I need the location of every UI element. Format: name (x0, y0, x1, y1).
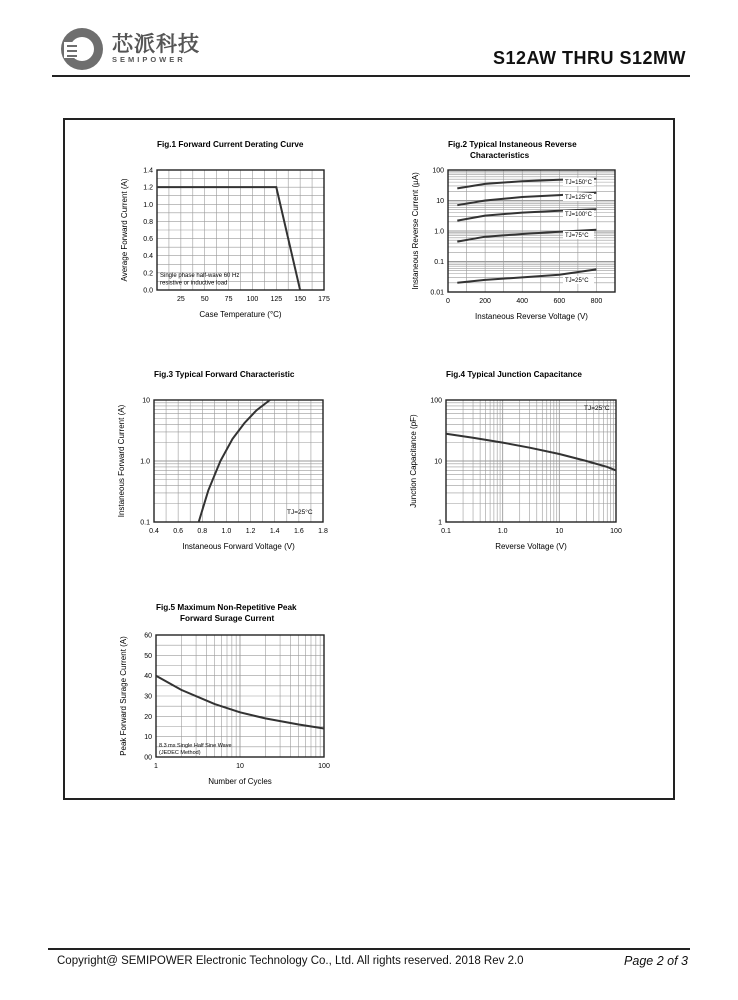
fig3-annotation: TJ=25°C (287, 509, 313, 516)
fig1-ytick-label: 0.4 (143, 253, 153, 261)
fig3-ytick-label: 1.0 (140, 458, 150, 466)
footer-copyright: Copyright@ SEMIPOWER Electronic Technology Co., Ltd. All rights reserved. 2018 Rev 2.0 (57, 955, 524, 967)
fig3-xtick-label: 0.4 (149, 528, 159, 535)
fig2-series-label: TJ=75°C (565, 233, 589, 239)
fig4-ytick-label: 10 (434, 458, 442, 466)
fig5-ylabel: Peak Forward Surage Current (A) (119, 636, 128, 756)
fig2-series-label: TJ=25°C (565, 278, 589, 284)
fig3-xtick-label: 1.0 (221, 528, 232, 535)
logo-chinese-name: 芯派科技 (112, 32, 200, 56)
fig2-xtick-label: 200 (479, 298, 491, 305)
fig1-ytick-label: 1.2 (143, 184, 153, 192)
fig4-grid (446, 400, 616, 522)
fig3-ytick-label: 0.1 (140, 519, 150, 527)
fig5-ytick-label: 20 (144, 713, 152, 721)
fig4-series-line (446, 434, 616, 471)
fig1-xtick-label: 100 (246, 296, 259, 303)
fig1-title: Fig.1 Forward Current Derating Curve (157, 140, 304, 149)
fig5-xlabel: Number of Cycles (208, 777, 272, 786)
fig4-xtick-label: 10 (555, 528, 564, 535)
fig5-xtick-label: 10 (236, 763, 244, 770)
fig2-xtick-label: 400 (516, 298, 529, 305)
fig1-xtick-label: 25 (176, 296, 185, 303)
fig2-series-label: TJ=150°C (565, 180, 592, 186)
fig1-xtick-label: 150 (294, 296, 306, 303)
fig2-ytick-label: 0.01 (430, 289, 444, 297)
fig2-chart (402, 135, 662, 335)
header-rule (52, 75, 690, 77)
fig2-title: Characteristics (470, 151, 530, 160)
fig4-ytick-label: 100 (430, 397, 442, 405)
fig5-chart (100, 600, 360, 800)
fig5-ytick-label: 50 (144, 652, 152, 660)
fig3-xtick-label: 1.4 (269, 528, 280, 535)
fig3-grid (154, 400, 323, 522)
fig5-title: Forward Surage Current (180, 614, 275, 623)
fig5-ytick-label: 40 (144, 673, 152, 681)
fig4-xtick-label: 0.1 (441, 528, 451, 535)
fig1-ytick-label: 1.0 (143, 201, 153, 209)
fig3-xtick-label: 0.8 (197, 528, 208, 535)
fig2-ylabel: Instaneous Reverse Current (µA) (411, 172, 420, 290)
fig5-annotation: (JEDEC Method) (159, 750, 201, 756)
fig5-annotation: 8.3 ms Single Half Sine Wave (159, 743, 232, 749)
logo-english-name: SEMIPOWER (112, 55, 186, 64)
fig5-xtick-label: 100 (318, 763, 330, 770)
fig2-series-label: TJ=125°C (565, 195, 592, 201)
fig2-xtick-label: 800 (590, 298, 603, 305)
fig1-xtick-label: 175 (318, 296, 330, 303)
document-title: S12AW THRU S12MW (492, 48, 686, 68)
fig3-xtick-label: 1.8 (318, 528, 328, 535)
fig2-series-label: TJ=100°C (565, 212, 592, 218)
fig4-chart (402, 365, 662, 565)
fig1-ytick-label: 0.6 (143, 236, 153, 244)
fig4-ylabel: Junction Capacitance (pF) (409, 414, 418, 508)
footer-rule (48, 948, 690, 950)
fig1-annotation: Single phase half-wave 60 Hz (160, 273, 240, 279)
fig1-ytick-label: 0.0 (143, 287, 153, 295)
fig5-ytick-label: 10 (144, 734, 152, 742)
fig2-ytick-label: 100 (432, 167, 444, 175)
fig1-ytick-label: 0.8 (143, 218, 153, 226)
fig5-ytick-label: 60 (144, 632, 152, 640)
fig3-chart (100, 365, 360, 565)
fig1-chart (100, 135, 360, 335)
fig1-xlabel: Case Temperature (°C) (199, 310, 282, 319)
fig3-xlabel: Instaneous Forward Voltage (V) (182, 542, 295, 551)
fig3-title: Fig.3 Typical Forward Characteristic (154, 370, 295, 379)
fig4-xtick-label: 100 (610, 528, 622, 535)
fig3-xtick-label: 1.2 (245, 528, 256, 535)
fig4-annotation: TJ=25°C (584, 405, 610, 412)
fig5-title: Fig.5 Maximum Non-Repetitive Peak (156, 603, 297, 612)
fig4-title: Fig.4 Typical Junction Capacitance (446, 370, 582, 379)
fig2-xtick-label: 0 (446, 298, 450, 305)
fig1-xtick-label: 50 (200, 296, 209, 303)
fig5-ytick-label: 30 (144, 693, 152, 701)
fig1-annotation: resistive or inductive load (160, 280, 228, 287)
fig3-xtick-label: 1.6 (293, 528, 304, 535)
fig1-xtick-label: 75 (224, 296, 233, 303)
fig1-ylabel: Average Forward Current (A) (120, 178, 129, 282)
fig1-ytick-label: 0.2 (143, 270, 153, 278)
fig3-xtick-label: 0.6 (173, 528, 184, 535)
fig5-xtick-label: 1 (154, 763, 158, 770)
fig2-ytick-label: 0.1 (434, 259, 444, 266)
fig2-xlabel: Instaneous Reverse Voltage (V) (475, 312, 588, 321)
fig4-xtick-label: 1.0 (497, 528, 508, 535)
fig4-ytick-label: 1 (438, 519, 442, 527)
fig3-ylabel: Instaneous Forward Current (A) (117, 404, 126, 518)
fig2-xtick-label: 600 (553, 298, 566, 305)
fig2-ytick-label: 10 (436, 198, 444, 205)
fig4-xlabel: Reverse Voltage (V) (495, 542, 567, 551)
fig2-ytick-label: 1.0 (434, 228, 444, 236)
fig1-ytick-label: 1.4 (143, 167, 153, 175)
fig5-ytick-label: 00 (144, 754, 152, 762)
fig1-xtick-label: 125 (270, 296, 283, 303)
fig2-title: Fig.2 Typical Instaneous Reverse (448, 140, 577, 149)
fig3-ytick-label: 10 (142, 397, 150, 405)
footer-page-number: Page 2 of 3 (624, 954, 688, 968)
fig5-grid (156, 635, 324, 757)
